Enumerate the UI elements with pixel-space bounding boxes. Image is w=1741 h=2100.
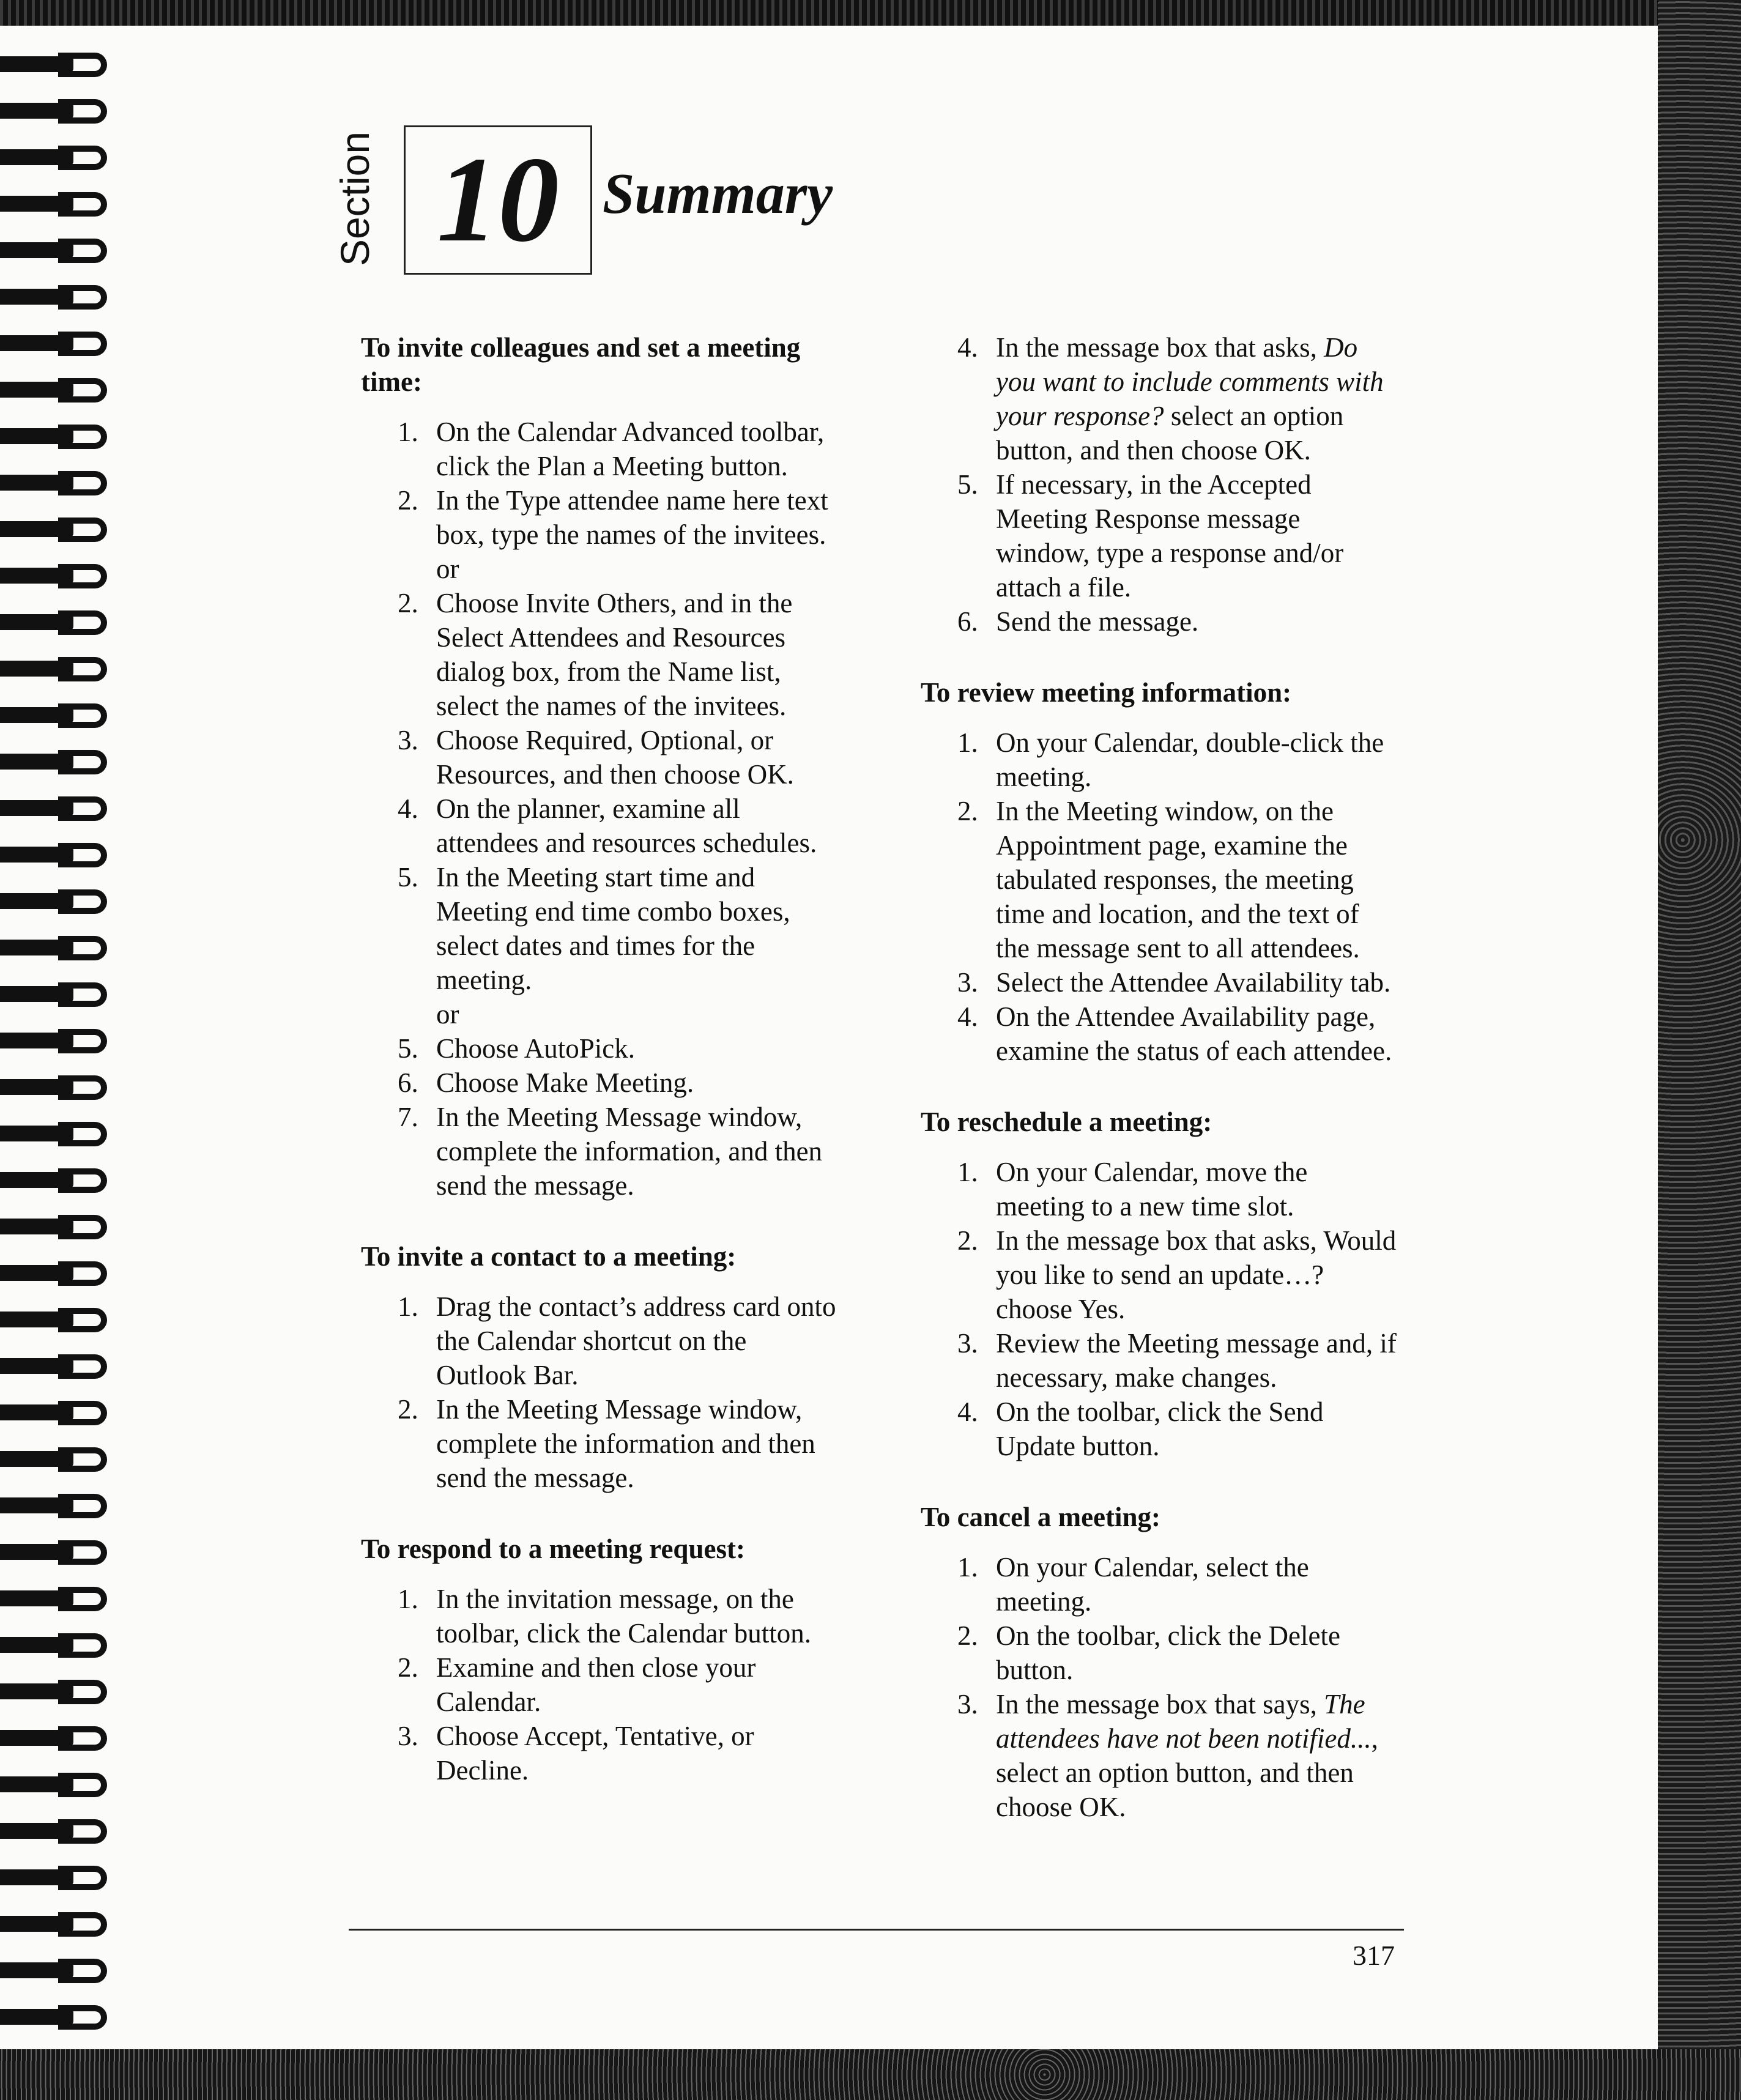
spiral-coil [0, 887, 122, 919]
step-number: 7. [398, 1102, 418, 1132]
spiral-coil [0, 1259, 122, 1291]
spiral-coil [0, 1166, 122, 1198]
list-item [361, 1100, 838, 1203]
step-number: 5. [398, 1033, 418, 1064]
step-text: Review the Meeting message and, if necessary, make changes. [996, 1328, 1397, 1393]
step-list [361, 1582, 838, 1787]
list-item [921, 330, 1398, 467]
step-number: 1. [957, 1552, 978, 1582]
step-text: On the planner, examine all attendees and resources schedules. [436, 793, 817, 858]
list-item [921, 1619, 1398, 1687]
list-item [921, 1687, 1398, 1824]
left-column [361, 330, 838, 1824]
spiral-coil [0, 748, 122, 779]
list-item [921, 1155, 1398, 1223]
step-text: In the message box that says, [996, 1689, 1324, 1720]
spiral-coil [0, 1677, 122, 1709]
step-number: 1. [398, 1584, 418, 1614]
spiral-coil [0, 1910, 122, 1942]
step-number: 2. [398, 1652, 418, 1683]
step-number: 3. [957, 1689, 978, 1720]
step-number: 1. [957, 727, 978, 758]
step-text: In the invitation message, on the toolbar, click the Calendar button. [436, 1584, 812, 1649]
step-text: On your Calendar, move the meeting to a new time slot. [996, 1157, 1308, 1222]
step-number: 3. [957, 1328, 978, 1359]
list-item [361, 483, 838, 552]
spiral-coil [0, 1491, 122, 1523]
spiral-coil [0, 1212, 122, 1244]
scan-border-bottom [0, 2049, 1741, 2100]
footer-rule [349, 1929, 1404, 1931]
step-number: 2. [398, 1394, 418, 1425]
step-text: On the toolbar, click the Delete button. [996, 1620, 1340, 1685]
step-text: On the Attendee Availability page, examine the status of each attendee. [996, 1001, 1392, 1066]
spiral-coil [0, 655, 122, 686]
spiral-coil [0, 1724, 122, 1756]
step-text: On your Calendar, select the meeting. [996, 1552, 1309, 1617]
summary-section [921, 1500, 1398, 1824]
step-number: 1. [957, 1157, 978, 1187]
spiral-coil [0, 1352, 122, 1384]
spiral-binding [0, 26, 125, 2049]
spiral-coil [0, 1863, 122, 1895]
list-item [361, 1582, 838, 1650]
step-number: 3. [398, 725, 418, 755]
step-list [361, 1289, 838, 1495]
list-item [361, 1289, 838, 1392]
summary-section [921, 675, 1398, 1068]
spiral-coil [0, 376, 122, 407]
spiral-coil [0, 1538, 122, 1570]
step-number: 2. [398, 588, 418, 618]
list-item [921, 1000, 1398, 1068]
summary-section [921, 1105, 1398, 1463]
list-item [921, 1326, 1398, 1395]
step-text: In the message box that asks, [996, 332, 1324, 363]
step-number: 2. [957, 796, 978, 826]
step-number: 4. [398, 793, 418, 824]
step-list [921, 1550, 1398, 1824]
section-number: 10 [437, 132, 559, 267]
step-text: In the message box that asks, Would you like to send an update…? choose Yes. [996, 1225, 1397, 1324]
list-item [361, 792, 838, 860]
step-text: Choose Required, Optional, or Resources, and then choose OK. [436, 725, 794, 790]
step-text-italic: The attendees have not been notified... [996, 1689, 1372, 1754]
spiral-coil [0, 1398, 122, 1430]
step-text: On your Calendar, double-click the meeting. [996, 727, 1384, 792]
list-item [361, 1719, 838, 1787]
step-text: Send the message. [996, 606, 1199, 637]
page-title: Summary [603, 162, 833, 226]
spiral-coil [0, 1770, 122, 1802]
list-item [361, 860, 838, 997]
list-item [921, 467, 1398, 604]
section-number-box [404, 125, 592, 275]
list-item [921, 1550, 1398, 1619]
scan-border-top [0, 0, 1741, 26]
step-list [921, 725, 1398, 1068]
section-heading: To review meeting information: [921, 677, 1292, 708]
step-text: Select the Attendee Availability tab. [996, 967, 1391, 998]
spiral-coil [0, 2003, 122, 2035]
spiral-coil [0, 980, 122, 1012]
step-number: 1. [398, 1291, 418, 1322]
spiral-coil [0, 1631, 122, 1663]
step-number: 1. [398, 417, 418, 447]
spiral-coil [0, 794, 122, 826]
list-item [921, 965, 1398, 1000]
summary-section [361, 1239, 838, 1495]
scan-border-right [1658, 0, 1741, 2100]
spiral-coil [0, 1956, 122, 1988]
step-number: 4. [957, 1001, 978, 1032]
spiral-coil [0, 50, 122, 82]
step-number: 4. [957, 1397, 978, 1427]
step-number: 5. [398, 862, 418, 892]
step-text: Examine and then close your Calendar. [436, 1652, 756, 1717]
book-page [92, 26, 1658, 2049]
section-heading: To invite colleagues and set a meeting time: [361, 332, 801, 397]
spiral-coil [0, 1445, 122, 1477]
step-text: On the toolbar, click the Send Update button. [996, 1397, 1324, 1461]
spiral-coil [0, 143, 122, 175]
step-text-italic: Do you want to include comments with your response? [996, 332, 1384, 431]
step-text: If necessary, in the Accepted Meeting Response message window, type a response and/or attach a file. [996, 469, 1344, 603]
spiral-coil [0, 562, 122, 593]
list-item [361, 1650, 838, 1719]
step-text: In the Meeting Message window, complete the information and then send the message. [436, 1394, 815, 1493]
step-text: In the Meeting Message window, complete the information, and then send the message. [436, 1102, 823, 1201]
spiral-coil [0, 329, 122, 361]
step-text: On the Calendar Advanced toolbar, click the Plan a Meeting button. [436, 417, 825, 481]
summary-section [361, 1532, 838, 1787]
spiral-coil [0, 1119, 122, 1151]
list-item [921, 1395, 1398, 1463]
step-list [921, 330, 1398, 639]
step-number: 3. [398, 1721, 418, 1751]
step-number: 6. [398, 1067, 418, 1098]
step-text: Choose Invite Others, and in the Select Attendees and Resources dialog box, from the Name list, select the names of the invitees. [436, 588, 793, 721]
or-separator: or [436, 999, 459, 1030]
step-text: In the Meeting start time and Meeting end time combo boxes, select dates and times for the meeting. [436, 862, 790, 995]
spiral-coil [0, 515, 122, 547]
list-item [361, 415, 838, 483]
step-number: 3. [957, 967, 978, 998]
step-text: Choose AutoPick. [436, 1033, 636, 1064]
summary-section [921, 330, 1398, 639]
step-number: 2. [957, 1620, 978, 1651]
list-item [921, 604, 1398, 639]
section-heading: To invite a contact to a meeting: [361, 1241, 737, 1272]
spiral-coil [0, 236, 122, 268]
step-text: In the Meeting window, on the Appointment page, examine the tabulated responses, the meeting time and location, and the text of the message sent to all attendees. [996, 796, 1360, 963]
spiral-coil [0, 933, 122, 965]
step-number: 2. [957, 1225, 978, 1256]
step-number: 5. [957, 469, 978, 500]
spiral-coil [0, 422, 122, 454]
step-text: Choose Make Meeting. [436, 1067, 694, 1098]
spiral-coil [0, 1305, 122, 1337]
list-item [361, 1066, 838, 1100]
spiral-coil [0, 469, 122, 500]
step-text: In the Type attendee name here text box, type the names of the invitees. [436, 485, 828, 550]
step-number: 6. [957, 606, 978, 637]
step-text: Choose Accept, Tentative, or Decline. [436, 1721, 754, 1786]
list-item [921, 794, 1398, 965]
section-heading: To cancel a meeting: [921, 1502, 1161, 1532]
page-number: 317 [1353, 1940, 1395, 1971]
step-list [361, 415, 838, 1203]
spiral-coil [0, 190, 122, 221]
spiral-coil [0, 1073, 122, 1105]
list-item [361, 1031, 838, 1066]
step-list [921, 1155, 1398, 1463]
list-item [361, 1392, 838, 1495]
step-text: Drag the contact’s address card onto the Calendar shortcut on the Outlook Bar. [436, 1291, 836, 1390]
spiral-coil [0, 283, 122, 314]
section-label [318, 119, 392, 278]
step-text-after: select an option button, and then choose OK. [996, 401, 1344, 466]
step-number: 2. [398, 485, 418, 516]
step-text-after: , select an option button, and then choose OK. [996, 1723, 1378, 1822]
section-heading: To reschedule a meeting: [921, 1107, 1212, 1137]
section-word: Section [332, 131, 377, 267]
list-item [361, 586, 838, 723]
summary-section [361, 330, 838, 1203]
right-column [921, 330, 1398, 1861]
step-number: 4. [957, 332, 978, 363]
spiral-coil [0, 1817, 122, 1849]
list-item [361, 723, 838, 792]
spiral-coil [0, 840, 122, 872]
spiral-coil [0, 97, 122, 128]
list-item [921, 725, 1398, 794]
spiral-coil [0, 1026, 122, 1058]
or-separator: or [436, 554, 459, 584]
spiral-coil [0, 608, 122, 640]
section-heading: To respond to a meeting request: [361, 1534, 745, 1564]
spiral-coil [0, 1584, 122, 1616]
spiral-coil [0, 701, 122, 733]
list-item [921, 1223, 1398, 1326]
